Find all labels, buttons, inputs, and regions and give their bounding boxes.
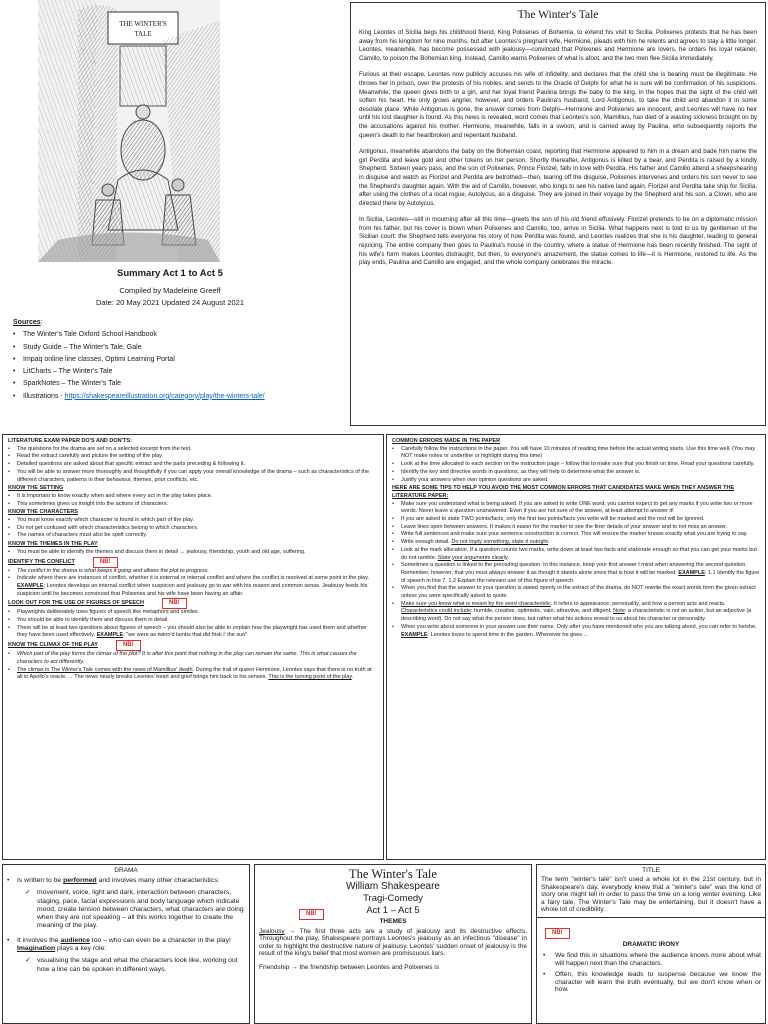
- list-item: • It is important to know exactly when and where every act in the play takes place.: [8, 493, 378, 501]
- nb-badge: NB!: [93, 557, 118, 568]
- illustrations-source: • Illustrations - https://shakespeareillustration.org/category/play/the-winters-tale/: [13, 391, 343, 403]
- source-item: • SparkNotes – The Winter's Tale: [13, 378, 343, 390]
- source-item: • LitCharts – The Winter's Tale: [13, 366, 343, 378]
- list-item: • The questions for the drama are set on a selected excerpt from the text.: [8, 446, 378, 454]
- list-item: • Indicate where there are instances of conflict, whether it is external or internal conflict and where the conflict is resolved at some point in the play. EXAMPLE: Leontes develops an internal conflict when suspicion and jealousy go to war with his reason and common sense. Jealousy feeds his suspicion until he becomes convinced that Polixenes and his wife have been having an affair.: [8, 575, 378, 598]
- sources-block: Sources: • The Winter's Tale Oxford School Handbook • Study Guide – The Winter's Tale, Gale • Impaq online line classes, Optimi Learning Portal • LitCharts – The Winter's Tale • SparkNotes – The Winter's Tale • Illustrations - https://shakespeareillustration.org/category/play/the-winters-tale/: [13, 317, 343, 403]
- divider: [537, 917, 765, 918]
- figures-heading: LOOK OUT FOR THE USE OF FIGURES OF SPEECH: [8, 600, 144, 607]
- nb-badge: NB!: [162, 598, 187, 609]
- list-item: • The names of characters must also be spelt correctly.: [8, 532, 378, 540]
- list-item: • Identify the key and directive words in questions, as they will help to determine what the answer is.: [392, 469, 760, 477]
- nb-badge: NB!: [116, 640, 141, 651]
- list-item: • We find this in situations where the audience knows more about what will happen next than the characters.: [541, 952, 761, 967]
- story-paragraph: Antigonus, meanwhile abandons the baby on the Bohemian coast, reporting that Hermione appeared to him in a dream and bade him name the girl Perdita and leave gold and other tokens on her person. Shortly thereafter, Antigonus is killed by a bear, and Perdita is raised by a kindly Shepherd. Sixteen years pass, and the son of Polixenes, Prince Florizel, falls in love with Perdita. His father and Camillo attend a sheepshearing in disguise and watch as Florizel and Perdita are betrothed—then, tearing off the disguise, Polixenes intervenes and orders his son never to see the Shepherd's daughter again. With the aid of Camillo, however, who longs to see his native land again, Florizel and Perdita take ship for Sicilia, after using the clothes of a local rogue, Autolycus, as a disguise. They are joined in their voyage by the Shepherd and his son, a Clown, who are directed there by Autolycus.: [359, 148, 757, 207]
- themes-header: THEMES: [379, 918, 407, 925]
- list-item: • You must be able to identify the themes and discuss them in detail → jealousy, friendship, youth and old age, suffering.: [8, 549, 378, 557]
- list-item: • Make sure you know what is meant by the word characteristic. It refers to appearance, personality, and how a person acts and reacts. Characteristics could include: humble, creative, optimistic, vain, attractive, and diligent. Note: a characteristic is not an action, but an adjective (a describing word). Do not say what the person does, but rather what his actions reveal to us about his character or personality.: [392, 601, 760, 624]
- source-item: • Impaq online line classes, Optimi Learning Portal: [13, 354, 343, 366]
- story-summary-box: [350, 2, 766, 426]
- themes-heading: KNOW THE THEMES IN THE PLAY: [8, 541, 98, 548]
- errors-header: COMMON ERRORS MADE IN THE PAPER: [392, 438, 501, 444]
- list-item: • Detailed questions are asked about that specific extract and the parts preceding & following it.: [8, 461, 378, 469]
- setting-heading: KNOW THE SETTING: [8, 485, 64, 492]
- lit-header: LITERATURE EXAM PAPER DO'S AND DON'TS:: [8, 438, 132, 444]
- list-item: • You must know exactly which character is found in which part of the play.: [8, 517, 378, 525]
- list-item: • Sometimes a question is linked to the preceding question. In this instance, keep your first answer I mind when answering the second question. Remember, however, that you must always answer it as though it stands alone since that is how it will be marked. EXAMPLE: 1.1 Identify the figure of speech in line 7. 1.2 Explain the relevant use of this figure of speech.: [392, 562, 760, 585]
- list-item: • Write enough detail. Do not imply something, state it outright.: [392, 539, 760, 547]
- list-item: • You will be able to answer more thoroughly and thoughtfully if you can apply your overall knowledge of the drama – such as characteristics of the different characters, patterns in their behaviour, themes, prior conflicts, etc.: [8, 469, 378, 484]
- source-item: • The Winter's Tale Oxford School Handbook: [13, 329, 343, 341]
- list-item: • Leave lines open between answers. It makes it easier for the marker to see the finer details of your answer and to not miss an answer.: [392, 524, 760, 532]
- compiled-by: Compiled by Madeleine Greeff: [119, 286, 221, 295]
- drama-subpoint: ✓ movement, voice, light and dark, interaction between characters, staging, pace, facial expressions and body language which indicate mood, create tension between characters, what characters are doing when they are not speaking – all this works together to create the meaning of the play.: [7, 889, 245, 930]
- list-item: • This sometimes gives us insight into the actions of characters.: [8, 501, 378, 509]
- cover-illustration: [38, 0, 220, 262]
- climax-heading: KNOW THE CLIMAX OF THE PLAY: [8, 642, 98, 649]
- svg-text:TALE: TALE: [134, 30, 152, 38]
- drama-point: • It involves the audience too – who can even be a character in the play! Imagination plays a key role:: [7, 936, 231, 953]
- list-item: • Which part of the play forms the climax of the plot? It is after this point that nothing in the play can remain the same. This is what causes the characters to act differently.: [8, 651, 378, 666]
- list-item: • You should be able to identify them and discuss them in detail.: [8, 617, 378, 625]
- story-title: The Winter's Tale: [517, 9, 599, 21]
- play-genre: Tragi-Comedy: [363, 893, 423, 904]
- literature-dos-donts-box: [2, 434, 384, 860]
- list-item: • Read the extract carefully and picture the setting of the play.: [8, 453, 378, 461]
- title-irony-box: [536, 864, 766, 1024]
- illustrations-link[interactable]: https://shakespeareillustration.org/category/play/the-winters-tale/: [64, 392, 265, 400]
- common-errors-box: [386, 434, 766, 860]
- list-item: • Justify your answers when own opinion questions are asked.: [392, 477, 760, 485]
- svg-text:THE WINTER'S: THE WINTER'S: [119, 20, 167, 28]
- list-item: • The conflict in the drama is what keeps it going and allows the plot to progress.: [8, 568, 378, 576]
- play-acts: Act 1 – Act 5 NB!: [259, 905, 527, 917]
- title-paragraph: The term "winter's tale" isn't used a whole lot in the 21st century, but in Shakespeare's day, everybody knew that a "winter's tale" was the kind of story one might tell in order to pass the time on a long winter evening. Like a fairy tale, The Winter's Tale may be entertaining, but it doesn't have a whole lot of credibility.: [541, 876, 761, 914]
- play-author: William Shakespeare: [346, 881, 440, 892]
- story-paragraph: In Sicilia, Leontes—still in mourning after all this time—greets the son of his old friend effusively. Florizel pretends to be on a diplomatic mission from his father, but his cover is blown when Polixenes and Camillo, too, arrive in Sicilia. What happens next is told to us by gentlemen of the Sicilian court: the Shepherd tells everyone his story of how Perdita was found, and Leontes realizes that she is his daughter, leading to general rejoicing. The entire company then goes to Paulina's house in the country, where a statue of Hermione has been recently finished. The sight of his wife's form makes Leontes distraught, but then, to everyone's amazement, the statue comes to life—it is Hermione, restored to life. As the play ends, Paulina and Camillo are engaged, and the whole company celebrates the miracle.: [359, 216, 757, 267]
- themes-box: [254, 864, 532, 1024]
- nb-badge: NB!: [299, 909, 324, 920]
- dramatic-irony-header: DRAMATIC IRONY: [622, 940, 680, 948]
- list-item: • Look at the mark allocation. If a question counts two marks, write down at least two facts and elaborate enough so that you can get your marks but do not ramble. State your arguments clearly.: [392, 547, 760, 562]
- summary-title: Summary Act 1 to Act 5: [117, 268, 223, 279]
- conflict-heading: IDENTIFY THE CONFLICT: [8, 558, 75, 565]
- drama-header: DRAMA: [114, 867, 138, 874]
- list-item: • Playwrights deliberately uses figures of speech like metaphors and similes.: [8, 609, 378, 617]
- sources-heading: Sources: [13, 319, 41, 326]
- drama-box: [2, 864, 250, 1024]
- title-header: TITLE: [642, 867, 660, 874]
- list-item: • When you find that the answer to your question is stated openly in the extract of the drama, do NOT rewrite the exact words form the given extract unless you were specifically asked to quote.: [392, 585, 760, 600]
- play-title: The Winter's Tale: [349, 867, 437, 881]
- tips-heading: HERE ARE SOME TIPS TO HELP YOU AVOID THE MOST COMMON ERRORS THAT CANDIDATES MAKE WHEN THEY ANSWER THE LITERATURE PAPER:: [392, 485, 735, 499]
- cover-subtitle-block: [0, 268, 340, 307]
- drama-subpoint: ✓ visualising the stage and what the characters look like, working out how a line can be spoken in different ways.: [7, 957, 245, 974]
- drama-point: • Is written to be performed and involves many other characteristics:: [7, 877, 220, 884]
- characters-heading: KNOW THE CHARACTERS: [8, 509, 78, 516]
- date-line: Date: 20 May 2021 Updated 24 August 2021: [95, 298, 245, 307]
- source-item: • Study Guide – The Winter's Tale, Gale: [13, 342, 343, 354]
- sources-list: [13, 329, 343, 390]
- list-item: • Often, this knowledge leads to suspense because we know the character will learn the truth eventually, but we don't know when or how.: [541, 971, 761, 994]
- jealousy-paragraph: Jealousy → The first three acts are a study of jealousy and its destructive effects. Throughout the play, Shakespeare portrays Leontes's jealousy as an infectious "disease" in order to highlight the destructive nature of jealousy. Leontes' sudden onset of jealousy is the result of the king's belief that most women are promiscuous liars.: [259, 928, 527, 958]
- list-item: • Write full sentences and make sure your sentence construction is correct. This will ensure the marker knows exactly what you are trying to say.: [392, 531, 760, 539]
- nb-badge: NB!: [545, 928, 570, 939]
- friendship-paragraph: Friendship → the friendship between Leontes and Polixenes is: [259, 963, 439, 971]
- list-item: • The climax in The Winter's Tale comes with the news of Mamillius' death. During the trail of queen Hermione, Leontes says that there is no truth at all in Apollo's oracle. ... The news nearly breaks Leontes' heart and grief brings him back to his senses. This is the turning point of the play.: [8, 667, 378, 682]
- story-paragraph: Furious at their escape, Leontes now publicly accuses his wife of infidelity, and declares that the child she is bearing must be illegitimate. He throws her in prison, over the protests of his nobles, and sends to the Oracle of Delphi for what he is sure will be confirmation of his suspicions. Meanwhile, the queen gives birth to a girl, and her loyal friend Paulina brings the baby to the king, in the hopes that the sight of the child will soften his heart. He only grows angrier, however, and orders Paulina's husband, Lord Antigonus, to take the child and abandon it in some desolate place. While Antigonus is gone, the answer comes from Delphi—Hermione and Polixenes are innocent, and Leontes will have no heir until his lost daughter is found. As this news is revealed, word comes that Leontes's son, Mamillius, has died of a wasting sickness brought on by the accusations against his mother. Hermione, meanwhile, falls in a swoon, and is carried away by Paulina, who subsequently reports the queen's death to her heartbroken and repentant husband.: [359, 71, 757, 139]
- story-paragraph: King Leontes of Sicilia begs his childhood friend, King Polixenes of Bohemia, to extend his visit to Sicilia. Polixenes protests that he has been away from his kingdom for nine months, but after Leontes's pregnant wife, Hermione, pleads with him he relents and agrees to stay a little longer. Leontes, meanwhile, has become possessed with jealousy—convinced that Polixenes and Hermione are lovers, he orders his loyal retainer, Camillo, to poison the Bohemian king. Instead, Camillo warns Polixenes of what is afoot, and the two men flee Sicilia immediately.: [359, 29, 757, 62]
- list-item: • If you are asked to state TWO points/facts, only the first two points/facts you write will be marked and the rest will be ignored.: [392, 516, 760, 524]
- list-item: • Carefully follow the instructions in the paper. You will have 10 minutes of reading time before the actual writing starts. Use this time well. (You may NOT make notes or underline or highlight during this time): [392, 446, 760, 461]
- list-item: • When you write about someone in your answer use their name. Only after you have mentioned who you are talking about, you can refer to he/she. EXAMPLE: Leontes loves to spend time in the garden. Whenever he goes ...: [392, 624, 760, 639]
- list-item: • Make sure you understand what is being asked. If you are asked to write ONE word, you cannot expect to get any marks if you write two or more words. Never leave a question unanswered. Even if you are not sure of the answer, at least attempt to answer it!: [392, 501, 760, 516]
- lit-intro-list: [8, 446, 378, 485]
- list-item: • There will be at least two questions about figures of speech – you should also be able to explain how the playwright has used them and whether they have been used effectively. EXAMPLE: "we were as twinn'd lambs that did frisk i' the sun": [8, 625, 378, 640]
- list-item: • Do not get confused with which characteristics belong to which characters.: [8, 525, 378, 533]
- list-item: • Look at the time allocated to each section on the instruction page – follow this to make sure that you finish on time. Read your questions carefully.: [392, 461, 760, 469]
